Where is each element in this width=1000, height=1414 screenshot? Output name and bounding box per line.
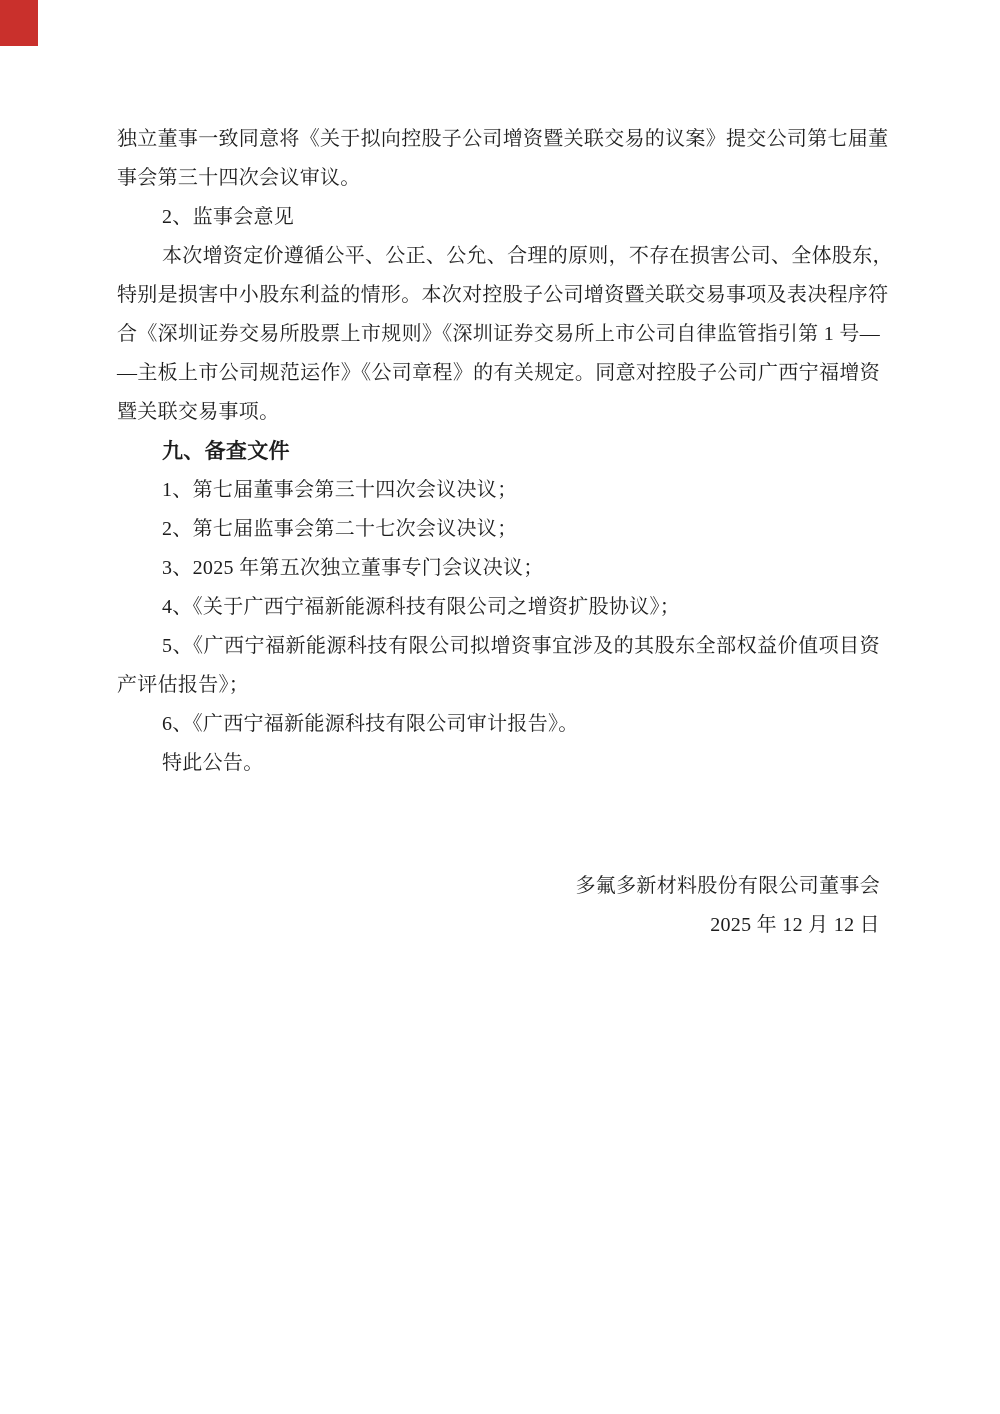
content-area [117, 120, 893, 945]
list-item-line: 6、《广西宁福新能源科技有限公司审计报告》。 [162, 713, 579, 735]
signature-company: 多氟多新材料股份有限公司董事会 [575, 875, 880, 897]
list-item-line: 1、第七届董事会第三十四次会议决议； [162, 479, 518, 501]
list-item-line: 4、《关于广西宁福新能源科技有限公司之增资扩股协议》； [162, 596, 681, 618]
body-line: 独立董事一致同意将《关于拟向控股子公司增资暨关联交易的议案》提交公司第七届董 [117, 128, 889, 150]
body-line: 事会第三十四次会议审议。 [117, 167, 361, 189]
section-heading: 九、备查文件 [162, 440, 290, 463]
list-item-line: 2、第七届监事会第二十七次会议决议； [162, 518, 518, 540]
list-item-line: 3、2025 年第五次独立董事专门会议决议； [162, 557, 544, 579]
signature-block [117, 867, 880, 945]
body-line: 本次增资定价遵循公平、公正、公允、合理的原则，不存在损害公司、全体股东， [162, 245, 893, 267]
signature-date: 2025 年 12 月 12 日 [710, 914, 880, 936]
closing-line: 特此公告。 [162, 752, 264, 774]
subsection-heading: 2、监事会意见 [162, 206, 295, 228]
list-item-line: 5、《广西宁福新能源科技有限公司拟增资事宜涉及的其股东全部权益价值项目资 [162, 635, 880, 657]
body-line: —主板上市公司规范运作》《公司章程》的有关规定。同意对控股子公司广西宁福增资 [117, 362, 880, 384]
corner-marker [0, 0, 38, 46]
body-line: 特别是损害中小股东利益的情形。本次对控股子公司增资暨关联交易事项及表决程序符 [117, 284, 889, 306]
body-line: 暨关联交易事项。 [117, 401, 280, 423]
list-item-line: 产评估报告》； [117, 674, 250, 696]
body-line: 合《深圳证券交易所股票上市规则》《深圳证券交易所上市公司自律监管指引第 1 号— [117, 323, 880, 345]
